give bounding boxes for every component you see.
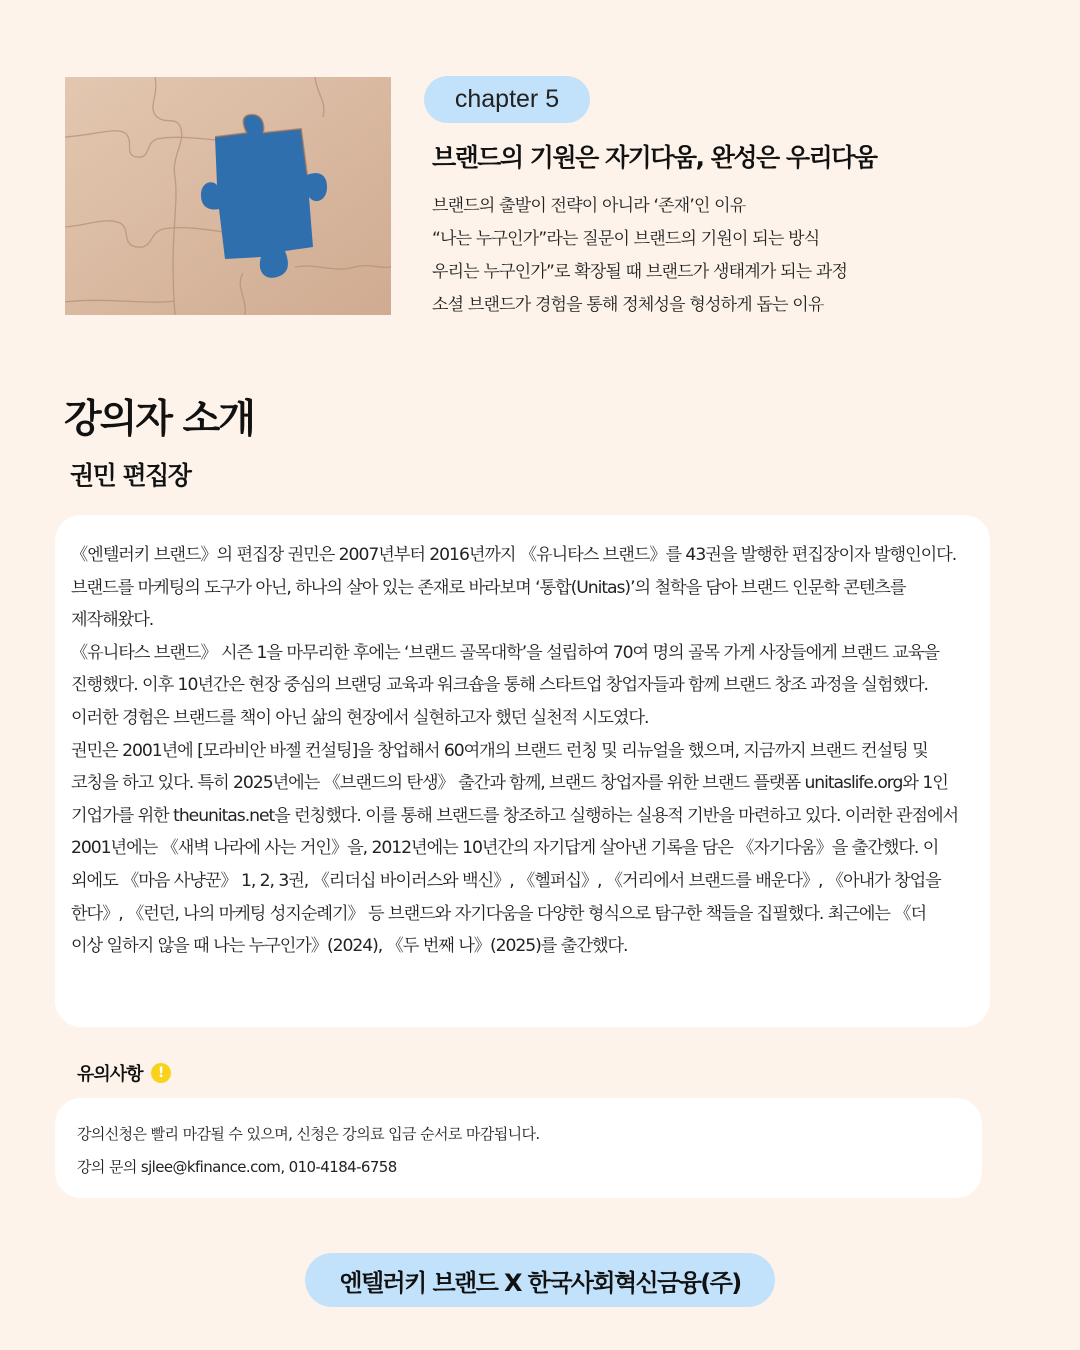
notice-card [55, 1098, 982, 1198]
footer-banner: 엔텔러키 브랜드 X 한국사회혁신금융(주) [305, 1253, 775, 1307]
notice-line: 강의신청은 빨리 마감될 수 있으며, 신청은 강의료 입금 순서로 마감됩니다. [77, 1125, 540, 1143]
lecturer-name: 권민 편집장 [70, 461, 191, 490]
chapter-point: 우리는 누구인가”로 확장될 때 브랜드가 생태계가 되는 과정 [432, 262, 848, 282]
chapter-point: 브랜드의 출발이 전략이 아니라 ‘존재’인 이유 [432, 196, 746, 216]
notice-label [77, 1060, 171, 1086]
chapter-title: 브랜드의 기원은 자기다움, 완성은 우리다움 [432, 143, 877, 172]
bio-text: 《엔텔러키 브랜드》의 편집장 권민은 2007년부터 2016년까지 《유니타스 브랜드》를 43권을 발행한 편집장이자 발행인이다. 브랜드를 마케팅의 도구가 아닌, 하나의 살아 있는 존재로 바라보며 ‘통합(Unitas)’의 철학을 담아 브랜드 인문학 콘텐츠를 제작해왔다. 《유니타스 브랜드》 시즌 1을 마무리한 후에는 ‘브랜드 골목대학’을 설립하여 70여 명의 골목 가게 사장들에게 브랜드 교육을 진행했다. 이후 10년간은 현장 중심의 브랜딩 교육과 워크숍을 통해 스타트업 창업자들과 함께 브랜드 창조 과정을 실험했다. 이러한 경험은 브랜드를 책이 아닌 삶의 현장에서 실현하고자 했던 실천적 시도였다. 권민은 2001년에 [모라비안 바젤 컨설팅]을 창업해서 60여개의 브랜드 런칭 및 리뉴얼을 했으며, 지금까지 브랜드 컨설팅 및 코칭을 하고 있다. 특히 2025년에는 《브랜드의 탄생》 출간과 함께, 브랜드 창업자를 위한 브랜드 플랫폼 unitaslife.org와 1인 기업가를 위한 theunitas.net을 런칭했다. 이를 통해 브랜드를 창조하고 실행하는 실용적 기반을 마련하고 있다. 이러한 관점에서 2001년에는 《새벽 나라에 사는 거인》을, 2012년에는 10년간의 자기답게 살아낸 기록을 담은 《자기다움》을 출간했다. 이 외에도 《마음 사냥꾼》 1, 2, 3권, 《리더십 바이러스와 백신》, 《헬퍼십》, 《거리에서 브랜드를 배운다》, 《아내가 창업을 한다》, 《런던, 나의 마케팅 성지순례기》 등 브랜드와 자기다움을 다양한 형식으로 탐구한 책들을 집필했다. 최근에는 《더 이상 일하지 않을 때 나는 누구인가》(2024), 《두 번째 나》(2025)를 출간했다. [71, 545, 959, 957]
chapter-point: “나는 누구인가”라는 질문이 브랜드의 기원이 되는 방식 [432, 229, 820, 249]
bio-card [55, 515, 990, 1027]
warning-icon: ! [151, 1063, 171, 1083]
section-title: 강의자 소개 [64, 397, 254, 442]
notice-line: 강의 문의 sjlee@kfinance.com, 010-4184-6758 [77, 1158, 397, 1176]
puzzle-image [65, 77, 391, 315]
notice-label-text: 유의사항 [77, 1064, 143, 1085]
chapter-point: 소셜 브랜드가 경험을 통해 정체성을 형성하게 돕는 이유 [432, 295, 824, 315]
chapter-points [432, 190, 847, 322]
chapter-badge: chapter 5 [424, 76, 590, 123]
